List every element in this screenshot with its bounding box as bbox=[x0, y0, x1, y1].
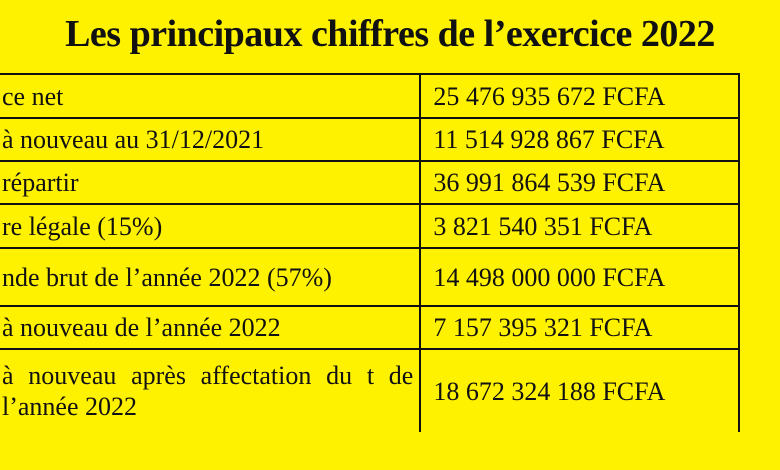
row-value: 14 498 000 000 FCFA bbox=[420, 248, 739, 306]
table-row bbox=[0, 161, 739, 204]
row-label: répartir bbox=[0, 161, 420, 204]
row-value: 36 991 864 539 FCFA bbox=[420, 161, 739, 204]
table-row bbox=[0, 204, 739, 248]
row-value: 3 821 540 351 FCFA bbox=[420, 204, 739, 248]
row-value: 11 514 928 867 FCFA bbox=[420, 118, 739, 161]
table-row bbox=[0, 74, 739, 118]
row-value: 25 476 935 672 FCFA bbox=[420, 74, 739, 118]
table-row bbox=[0, 306, 739, 349]
row-label: ce net bbox=[0, 74, 420, 118]
row-label: re légale (15%) bbox=[0, 204, 420, 248]
row-label: nde brut de l’année 2022 (57%) bbox=[0, 248, 420, 306]
table-row bbox=[0, 349, 739, 432]
row-label: à nouveau de l’année 2022 bbox=[0, 306, 420, 349]
row-value: 18 672 324 188 FCFA bbox=[420, 349, 739, 432]
page-title: Les principaux chiffres de l’exercice 2022 bbox=[65, 13, 715, 55]
row-value: 7 157 395 321 FCFA bbox=[420, 306, 739, 349]
row-label: à nouveau au 31/12/2021 bbox=[0, 118, 420, 161]
table-row bbox=[0, 118, 739, 161]
row-label: à nouveau après affectation du t de l’année 2022 bbox=[0, 349, 420, 432]
figures-table bbox=[0, 73, 740, 432]
table-row bbox=[0, 248, 739, 306]
